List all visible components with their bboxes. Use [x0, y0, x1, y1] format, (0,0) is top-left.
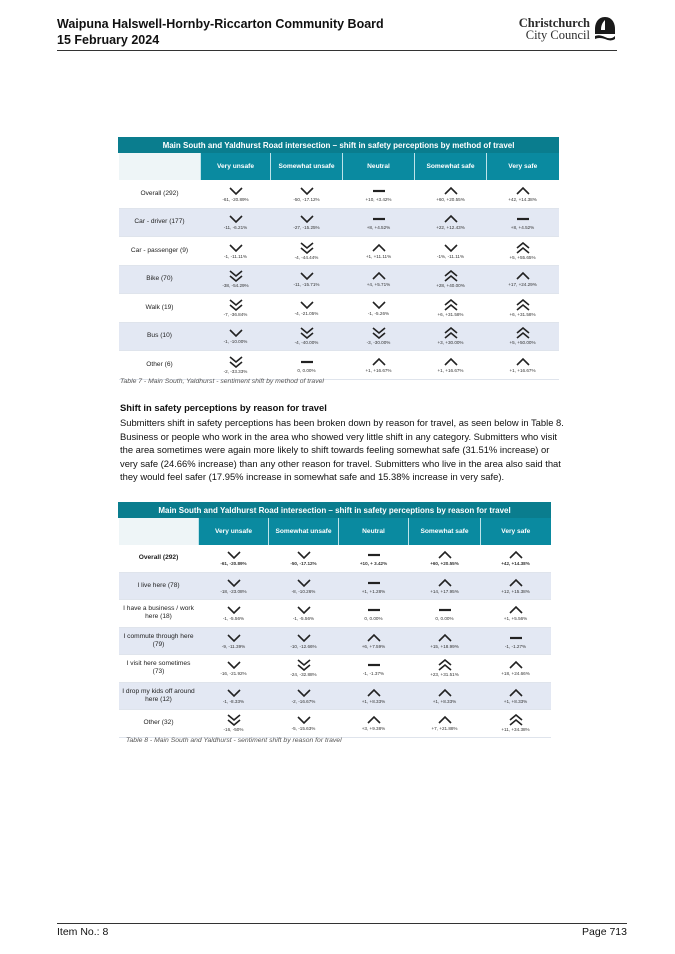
row-label: I visit here sometimes (73) — [119, 655, 199, 683]
table-cell — [201, 237, 271, 266]
cell-value: -4, -21.05% — [294, 310, 319, 316]
chevron-down-icon — [227, 605, 241, 615]
row-label: Car - driver (177) — [119, 208, 201, 237]
row-label: Bus (10) — [119, 322, 201, 351]
table-row — [119, 351, 559, 380]
cell-value: -1, -5.26% — [367, 310, 390, 316]
table-8-reason-for-travel — [118, 502, 551, 738]
table-cell — [343, 237, 415, 266]
table-row — [119, 180, 559, 209]
cell-value: +6, +31.58% — [437, 311, 464, 317]
table-cell — [409, 710, 481, 738]
table-cell — [201, 294, 271, 323]
chevron-down-icon — [229, 214, 243, 224]
page-header — [57, 16, 617, 51]
table-cell — [409, 682, 481, 710]
cell-value: -4, -40.00% — [294, 340, 319, 346]
cell-value: +1, +8.33% — [361, 698, 386, 704]
chevron-up-icon — [438, 633, 452, 643]
table-cell — [415, 294, 487, 323]
table-cell — [271, 351, 343, 380]
table-7-method-of-travel — [118, 137, 559, 380]
cell-value: -1, -11.11% — [223, 253, 248, 259]
chevron-up-icon — [367, 633, 381, 643]
table-cell — [201, 322, 271, 351]
chevron-down-icon — [300, 300, 314, 310]
table-cell — [481, 572, 551, 600]
cell-value: +6, +31.58% — [509, 311, 536, 317]
table-cell — [343, 294, 415, 323]
chevron-up-icon — [372, 243, 386, 253]
logo-line-2: City Council — [525, 28, 590, 42]
table-7-title: Main South and Yaldhurst Road intersection – shift in safety perceptions by method of travel — [119, 138, 559, 153]
table-cell — [481, 710, 551, 738]
table-cell — [409, 545, 481, 573]
table-row — [119, 682, 551, 710]
cell-value: -4, -44.44% — [294, 254, 319, 260]
table-cell — [343, 180, 415, 209]
table-cell — [481, 600, 551, 628]
cell-value: +18, +24.66% — [501, 671, 530, 677]
table-row — [119, 627, 551, 655]
table-cell — [199, 710, 269, 738]
cell-value: -1, -5.56% — [292, 616, 315, 622]
double-chevron-down-icon — [229, 299, 243, 311]
row-label: I commute through here (79) — [119, 627, 199, 655]
table-cell — [343, 208, 415, 237]
chevron-down-icon — [227, 688, 241, 698]
cell-value: +1, +1.28% — [361, 588, 386, 594]
council-crest-icon — [593, 16, 617, 42]
cell-value: +11, +34.38% — [501, 727, 530, 733]
chevron-up-icon — [509, 660, 523, 670]
double-chevron-up-icon — [509, 714, 523, 726]
table-cell — [481, 682, 551, 710]
cell-value: -61, -20.89% — [222, 196, 249, 202]
cell-value: +10, + 3.42% — [359, 561, 388, 566]
meeting-date: 15 February 2024 — [57, 33, 160, 47]
cell-value: -9, -11.39% — [221, 643, 246, 649]
table-cell — [481, 655, 551, 683]
chevron-up-icon — [438, 578, 452, 588]
column-header: Very safe — [481, 518, 551, 545]
cell-value: 0, 0.00% — [435, 616, 454, 622]
table-row — [119, 294, 559, 323]
chevron-down-icon — [227, 660, 241, 670]
table-cell — [343, 265, 415, 294]
table-cell — [409, 600, 481, 628]
column-header: Somewhat safe — [409, 518, 481, 545]
chevron-up-icon — [516, 271, 530, 281]
cell-value: +23, +31.51% — [430, 672, 459, 678]
header-blank — [119, 153, 201, 180]
chevron-down-icon — [300, 271, 314, 281]
table-cell — [201, 208, 271, 237]
table-cell — [409, 627, 481, 655]
cell-value: +10, +3.42% — [365, 196, 392, 202]
table-cell — [339, 710, 409, 738]
cell-value: -5, -15.63% — [291, 726, 316, 732]
chevron-down-icon — [297, 688, 311, 698]
chevron-up-icon — [444, 214, 458, 224]
chevron-up-icon — [438, 550, 452, 560]
row-label: Walk (19) — [119, 294, 201, 323]
row-label: I have a business / work here (18) — [119, 600, 199, 628]
table-cell — [415, 351, 487, 380]
cell-value: -1, -10.00% — [223, 339, 248, 345]
chevron-down-icon — [229, 186, 243, 196]
logo-line-1: Christchurch — [518, 16, 590, 30]
chevron-up-icon — [509, 550, 523, 560]
chevron-down-icon — [297, 550, 311, 560]
table-cell — [343, 351, 415, 380]
cell-value: +8, +4.52% — [366, 225, 391, 231]
column-header: Somewhat unsafe — [271, 153, 343, 180]
row-label: Car - passenger (9) — [119, 237, 201, 266]
dash-icon — [367, 550, 381, 560]
cell-value: +15, +18.99% — [430, 643, 459, 649]
dash-icon — [516, 214, 530, 224]
chevron-up-icon — [509, 688, 523, 698]
table-cell — [339, 600, 409, 628]
chevron-down-icon — [227, 578, 241, 588]
double-chevron-up-icon — [516, 327, 530, 339]
table-cell — [199, 655, 269, 683]
chevron-down-icon — [300, 214, 314, 224]
cell-value: -10, -12.66% — [290, 643, 317, 649]
table-cell — [487, 265, 559, 294]
table-cell — [339, 655, 409, 683]
double-chevron-down-icon — [227, 714, 241, 726]
page-number: Page 713 — [582, 926, 627, 938]
table-cell — [269, 682, 339, 710]
cell-value: +1, +11.11% — [365, 253, 392, 259]
row-label: Bike (70) — [119, 265, 201, 294]
cell-value: -7, -36.84% — [223, 311, 248, 317]
double-chevron-down-icon — [229, 270, 243, 282]
cell-value: -16, -50% — [223, 727, 244, 733]
table-cell — [199, 545, 269, 573]
section-paragraph: Submitters shift in safety perceptions has been broken down by reason for travel, as seen below in Table 8. Business or people who work in the area who showed very little shift in any category. Submitters who visit the area sometimes were again more likely to shift towards feeling somewhat safe (31.51% increase) or very safe (24.66% increase) than any other reason for travel. Submitters who live in the area also said that they would feel safer (17.95% increase in somewhat safe and 15.38% increase in very safe). — [120, 417, 564, 483]
dash-icon — [438, 605, 452, 615]
column-header: Somewhat safe — [415, 153, 487, 180]
column-header: Very unsafe — [201, 153, 271, 180]
chevron-up-icon — [516, 357, 530, 367]
dash-icon — [367, 605, 381, 615]
chevron-up-icon — [367, 688, 381, 698]
cell-value: +12, +15.38% — [501, 588, 530, 594]
table-cell — [487, 351, 559, 380]
table-7-caption: Table 7 - Main South, Yaldhurst - sentiment shift by method of travel — [120, 378, 324, 385]
table-row — [119, 710, 551, 738]
cell-value: -18, -23.08% — [220, 588, 247, 594]
chevron-down-icon — [229, 243, 243, 253]
table-row — [119, 265, 559, 294]
cell-value: +1, +16.67% — [437, 367, 464, 373]
table-cell — [487, 208, 559, 237]
table-cell — [415, 237, 487, 266]
table-cell — [487, 322, 559, 351]
table-row — [119, 208, 559, 237]
cell-value: +3, +30.00% — [437, 340, 464, 346]
cell-value: -27, -15.25% — [293, 225, 320, 231]
table-cell — [201, 351, 271, 380]
cell-value: -3, -30.00% — [366, 340, 391, 346]
chevron-down-icon — [297, 578, 311, 588]
table-cell — [271, 322, 343, 351]
chevron-up-icon — [509, 578, 523, 588]
cell-value: +3, +9.38% — [361, 726, 386, 732]
double-chevron-down-icon — [300, 327, 314, 339]
table-cell — [269, 545, 339, 573]
dash-icon — [367, 660, 381, 670]
row-label: Overall (292) — [119, 545, 199, 573]
cell-value: +5, +55.65% — [509, 254, 536, 260]
cell-value: +5, +50.00% — [509, 340, 536, 346]
cell-value: +1, +8.33% — [503, 698, 528, 704]
column-header: Neutral — [339, 518, 409, 545]
table-cell — [339, 545, 409, 573]
table-cell — [409, 655, 481, 683]
double-chevron-up-icon — [444, 270, 458, 282]
table-row — [119, 545, 551, 573]
table-cell — [415, 208, 487, 237]
double-chevron-up-icon — [444, 299, 458, 311]
chevron-down-icon — [300, 186, 314, 196]
cell-value: -11, -6.21% — [223, 225, 248, 231]
chevron-down-icon — [297, 605, 311, 615]
table-cell — [339, 682, 409, 710]
chevron-down-icon — [297, 715, 311, 725]
dash-icon — [509, 633, 523, 643]
table-cell — [199, 572, 269, 600]
row-label: I drop my kids off around here (12) — [119, 682, 199, 710]
table-cell — [339, 627, 409, 655]
table-cell — [481, 545, 551, 573]
table-cell — [487, 180, 559, 209]
cell-value: -1, -1.27% — [504, 643, 527, 649]
double-chevron-up-icon — [516, 299, 530, 311]
cell-value: +60, +20.55% — [430, 561, 459, 566]
chevron-up-icon — [372, 271, 386, 281]
cell-value: -1%, -11.11% — [436, 253, 465, 259]
column-header: Somewhat unsafe — [269, 518, 339, 545]
board-name: Waipuna Halswell-Hornby-Riccarton Community Board — [57, 17, 384, 31]
cell-value: -1, -1.37% — [362, 671, 385, 677]
row-label: Other (32) — [119, 710, 199, 738]
table-cell — [415, 265, 487, 294]
chevron-down-icon — [297, 633, 311, 643]
table-cell — [201, 265, 271, 294]
cell-value: +7, +21.88% — [431, 726, 458, 732]
table-cell — [269, 710, 339, 738]
dash-icon — [372, 186, 386, 196]
chevron-down-icon — [229, 328, 243, 338]
chevron-up-icon — [509, 605, 523, 615]
dash-icon — [300, 357, 314, 367]
table-row — [119, 572, 551, 600]
cell-value: +14, +17.95% — [430, 588, 459, 594]
table-8-title: Main South and Yaldhurst Road intersection – shift in safety perceptions by reason for travel — [119, 503, 551, 518]
row-label: I live here (78) — [119, 572, 199, 600]
table-cell — [269, 655, 339, 683]
cell-value: -11, -15.71% — [293, 282, 320, 288]
double-chevron-down-icon — [229, 356, 243, 368]
cell-value: +22, +12.43% — [436, 225, 465, 231]
column-header: Very safe — [487, 153, 559, 180]
table-cell — [271, 208, 343, 237]
chevron-up-icon — [444, 186, 458, 196]
cell-value: +42, +14.38% — [501, 561, 530, 566]
dash-icon — [372, 214, 386, 224]
double-chevron-down-icon — [372, 327, 386, 339]
cell-value: +1, +16.67% — [509, 367, 536, 373]
table-row — [119, 655, 551, 683]
chevron-up-icon — [372, 357, 386, 367]
dash-icon — [367, 578, 381, 588]
cell-value: -16, -21.92% — [220, 671, 247, 677]
chevron-up-icon — [438, 715, 452, 725]
cell-value: +28, +40.00% — [436, 283, 465, 289]
table-cell — [269, 600, 339, 628]
table-cell — [271, 265, 343, 294]
table-row — [119, 600, 551, 628]
table-cell — [271, 237, 343, 266]
cell-value: +1, +16.67% — [365, 367, 392, 373]
cell-value: -50, -17.12% — [290, 561, 317, 566]
cell-value: +1, +5.56% — [503, 616, 528, 622]
table-row — [119, 237, 559, 266]
table-row — [119, 322, 559, 351]
header-blank — [119, 518, 199, 545]
column-header: Neutral — [343, 153, 415, 180]
cell-value: +8, +4.52% — [510, 225, 535, 231]
cell-value: -1, -8.33% — [222, 698, 245, 704]
cell-value: 0, 0.00% — [364, 616, 383, 622]
cell-value: -2, -16.67% — [291, 698, 316, 704]
council-logo — [519, 16, 617, 42]
chevron-down-icon — [444, 243, 458, 253]
cell-value: +17, +24.29% — [508, 282, 537, 288]
row-label: Other (6) — [119, 351, 201, 380]
table-cell — [415, 180, 487, 209]
section-heading: Shift in safety perceptions by reason for travel — [120, 402, 327, 413]
table-cell — [199, 627, 269, 655]
table-cell — [343, 322, 415, 351]
table-cell — [201, 180, 271, 209]
chevron-up-icon — [444, 357, 458, 367]
double-chevron-up-icon — [516, 242, 530, 254]
chevron-down-icon — [372, 300, 386, 310]
table-cell — [487, 237, 559, 266]
row-label: Overall (292) — [119, 180, 201, 209]
chevron-up-icon — [367, 715, 381, 725]
cell-value: -8, -10.26% — [291, 588, 316, 594]
item-number: Item No.: 8 — [57, 926, 109, 938]
chevron-up-icon — [516, 186, 530, 196]
cell-value: +42, +14.38% — [508, 196, 537, 202]
double-chevron-up-icon — [438, 659, 452, 671]
cell-value: -24, -32.88% — [290, 672, 317, 678]
table-cell — [339, 572, 409, 600]
cell-value: -38, -54.29% — [222, 283, 249, 289]
cell-value: -2, -33.33% — [223, 368, 248, 374]
table-cell — [269, 572, 339, 600]
cell-value: 0, 0.00% — [297, 367, 316, 373]
cell-value: +4, +5.71% — [366, 282, 391, 288]
table-cell — [199, 600, 269, 628]
table-cell — [269, 627, 339, 655]
cell-value: +1, +8.33% — [432, 698, 457, 704]
table-cell — [271, 294, 343, 323]
column-header: Very unsafe — [199, 518, 269, 545]
chevron-up-icon — [438, 688, 452, 698]
cell-value: +60, +20.55% — [436, 196, 465, 202]
cell-value: -61, -20.89% — [220, 561, 247, 566]
chevron-down-icon — [227, 550, 241, 560]
double-chevron-up-icon — [444, 327, 458, 339]
table-cell — [409, 572, 481, 600]
chevron-down-icon — [227, 633, 241, 643]
table-cell — [271, 180, 343, 209]
cell-value: +6, +7.59% — [361, 643, 386, 649]
double-chevron-down-icon — [300, 242, 314, 254]
table-8-caption: Table 8 - Main South and Yaldhurst - sentiment shift by reason for travel — [126, 737, 342, 744]
double-chevron-down-icon — [297, 659, 311, 671]
table-cell — [415, 322, 487, 351]
page-footer — [57, 923, 627, 938]
table-cell — [199, 682, 269, 710]
table-cell — [481, 627, 551, 655]
table-cell — [487, 294, 559, 323]
cell-value: -1, -5.56% — [222, 616, 245, 622]
cell-value: -50, -17.12% — [293, 196, 320, 202]
